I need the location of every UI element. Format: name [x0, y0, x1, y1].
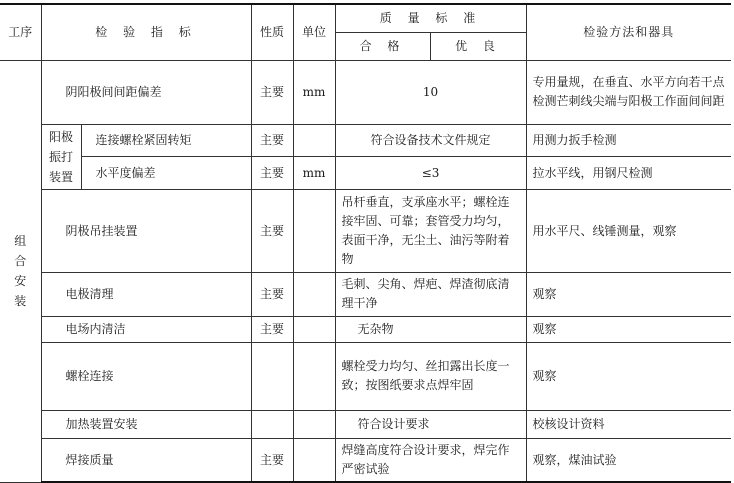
method-cell: 拉水平线，用钢尺检测 [526, 157, 731, 190]
subgroup-label [41, 124, 81, 189]
item-cell: 电场内清洁 [41, 316, 251, 342]
item-cell: 加热装置安装 [41, 410, 251, 438]
header-qualified: 合 格 [335, 32, 430, 60]
item-cell: 阴阳极间间距偏差 [41, 60, 251, 124]
unit-cell [293, 316, 335, 342]
nature-cell: 主要 [251, 189, 293, 272]
subgroup-line: 振打 [48, 149, 73, 164]
subgroup-line: 阳极 [48, 129, 73, 144]
method-cell: 校核设计资料 [526, 410, 731, 438]
table-row [0, 342, 731, 410]
header-method: 检验方法和器具 [526, 4, 731, 60]
table-row [0, 157, 731, 190]
subgroup-line: 装置 [48, 169, 73, 184]
standard-cell: 符合设备技术文件规定 [335, 124, 526, 157]
unit-cell: mm [293, 60, 335, 124]
header-quality-standard: 质 量 标 准 [335, 4, 526, 32]
standard-cell: ≤3 [335, 157, 526, 190]
header-row [0, 4, 731, 32]
standard-cell: 无杂物 [335, 316, 526, 342]
table-row [0, 60, 731, 124]
nature-cell: 主要 [251, 272, 293, 316]
nature-cell: 主要 [251, 124, 293, 157]
nature-cell: 主要 [251, 438, 293, 482]
standard-cell: 吊杆垂直，支承座水平；螺栓连接牢固、可靠；套管受力均匀，表面干净，无尘土、油污等附着物 [335, 189, 526, 272]
unit-cell: mm [293, 157, 335, 190]
nature-cell: 主要 [251, 60, 293, 124]
standard-cell: 10 [335, 60, 526, 124]
header-process: 工序 [0, 4, 41, 60]
nature-cell [251, 342, 293, 410]
table-row [0, 124, 731, 157]
group-char: 合 [14, 254, 27, 268]
unit-cell [293, 342, 335, 410]
item-cell: 水平度偏差 [81, 157, 251, 190]
nature-cell: 主要 [251, 157, 293, 190]
method-cell: 观察 [526, 342, 731, 410]
table-row [0, 410, 731, 438]
method-cell: 观察，煤油试验 [526, 438, 731, 482]
nature-cell [251, 410, 293, 438]
item-cell: 阴极吊挂装置 [41, 189, 251, 272]
table-row [0, 272, 731, 316]
method-cell: 观察 [526, 272, 731, 316]
table-row [0, 316, 731, 342]
group-char: 安 [14, 274, 27, 288]
header-nature: 性质 [251, 4, 293, 60]
standard-cell: 符合设计要求 [335, 410, 526, 438]
method-cell: 观察 [526, 316, 731, 342]
group-label [0, 60, 41, 482]
group-char: 装 [14, 294, 27, 308]
unit-cell [293, 438, 335, 482]
item-cell: 连接螺栓紧固转矩 [81, 124, 251, 157]
table-row [0, 189, 731, 272]
item-cell: 电极清理 [41, 272, 251, 316]
standard-cell: 毛刺、尖角、焊疤、焊渣彻底清理干净 [335, 272, 526, 316]
unit-cell [293, 410, 335, 438]
unit-cell [293, 189, 335, 272]
nature-cell: 主要 [251, 316, 293, 342]
method-cell: 用水平尺、线锤测量，观察 [526, 189, 731, 272]
header-item: 检 验 指 标 [41, 4, 251, 60]
unit-cell [293, 124, 335, 157]
group-char: 组 [14, 234, 27, 248]
standard-cell: 螺栓受力均匀、丝扣露出长度一致；按图纸要求点焊牢固 [335, 342, 526, 410]
standard-cell: 焊缝高度符合设计要求，焊完作严密试验 [335, 438, 526, 482]
item-cell: 焊接质量 [41, 438, 251, 482]
method-cell: 专用量规，在垂直、水平方向若干点检测芒刺线尖端与阳极工作面间间距 [526, 60, 731, 124]
header-unit: 单位 [293, 4, 335, 60]
table-row [0, 438, 731, 482]
method-cell: 用测力扳手检测 [526, 124, 731, 157]
item-cell: 螺栓连接 [41, 342, 251, 410]
header-excellent: 优 良 [430, 32, 526, 60]
inspection-standards-table [0, 3, 731, 483]
unit-cell [293, 272, 335, 316]
